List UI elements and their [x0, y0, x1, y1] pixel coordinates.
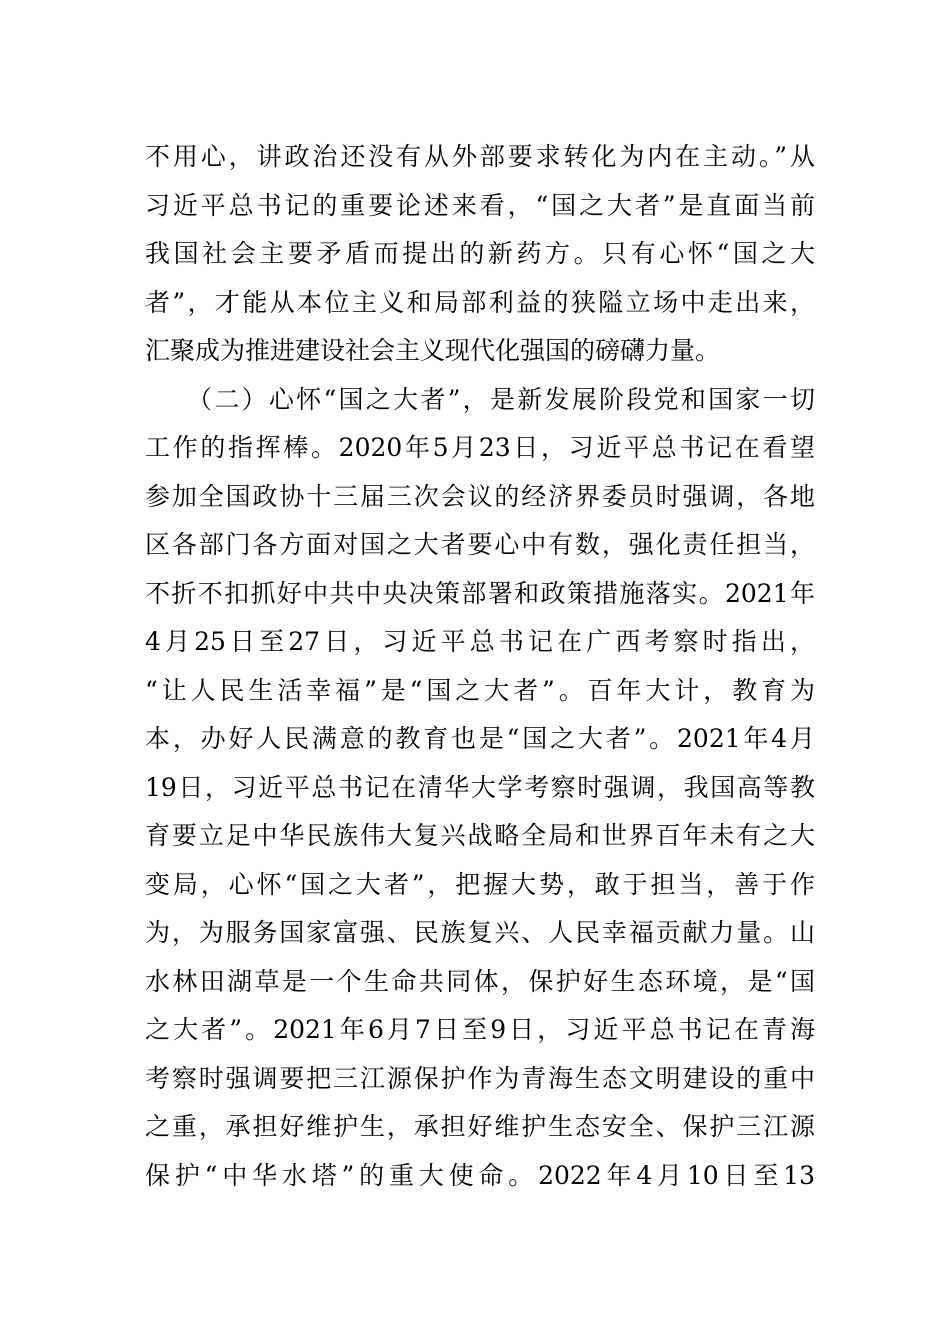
body-text: [145, 133, 815, 1200]
text-line: 19日，习近平总书记在清华大学考察时强调，我国高等教: [145, 772, 815, 802]
text-line: 习近平总书记的重要论述来看，“国之大者”是直面当前: [145, 190, 815, 220]
text-line: 保护“中华水塔”的重大使命。2022年4月10日至13: [145, 1160, 815, 1190]
paragraph-start-line: （二）心怀“国之大者”，是新发展阶段党和国家一切: [145, 384, 815, 414]
text-line: 之大者”。2021年6月7日至9日，习近平总书记在青海: [145, 1015, 815, 1044]
text-line: 参加全国政协十三届三次会议的经济界委员时强调，各地: [145, 481, 815, 511]
text-line: 者”，才能从本位主义和局部利益的狭隘立场中走出来，: [145, 287, 815, 317]
text-line: 水林田湖草是一个生命共同体，保护好生态环境，是“国: [145, 966, 815, 996]
text-line: 我国社会主要矛盾而提出的新药方。只有心怀“国之大: [145, 239, 815, 268]
text-line: 之重，承担好维护生，承担好维护生态安全、保护三江源: [145, 1112, 815, 1141]
text-line: 4月25日至27日，习近平总书记在广西考察时指出，: [145, 627, 815, 656]
text-line: 汇聚成为推进建设社会主义现代化强国的磅礴力量。: [145, 336, 721, 365]
text-line: 区各部门各方面对国之大者要心中有数，强化责任担当，: [145, 530, 815, 559]
text-line: “让人民生活幸福”是“国之大者”。百年大计，教育为: [145, 675, 815, 705]
text-line: 不用心，讲政治还没有从外部要求转化为内在主动。”从: [145, 142, 815, 171]
text-line: 育要立足中华民族伟大复兴战略全局和世界百年未有之大: [145, 821, 815, 850]
text-line: 不折不扣抓好中共中央决策部署和政策措施落实。2021年: [145, 578, 815, 608]
text-line: 为，为服务国家富强、民族复兴、人民幸福贡献力量。山: [145, 918, 815, 947]
text-line: 考察时强调要把三江源保护作为青海生态文明建设的重中: [145, 1063, 815, 1093]
text-line: 变局，心怀“国之大者”，把握大势，敢于担当，善于作: [145, 869, 815, 899]
text-line: 工作的指挥棒。2020年5月23日，习近平总书记在看望: [145, 433, 815, 462]
text-line: 本，办好人民满意的教育也是“国之大者”。2021年4月: [145, 724, 815, 753]
